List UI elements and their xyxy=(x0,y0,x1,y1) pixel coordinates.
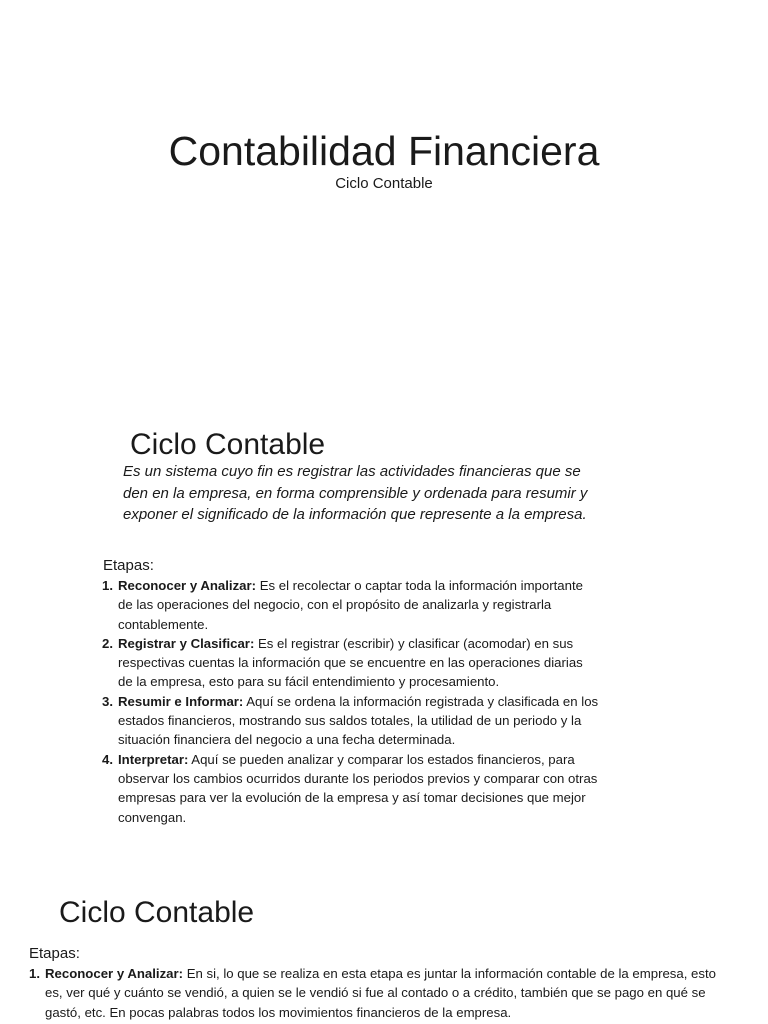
step-term: Interpretar: xyxy=(118,751,189,767)
step-item xyxy=(100,692,600,750)
step-number: 1. xyxy=(102,578,113,593)
step-text: En si, lo que se realiza en esta etapa es juntar la información contable de la empresa, esto es, ver qué y cuánto se vendió, a quien se le vendió si fue al contado o a crédito, también que se pago en qué se gastó, etc. En pocas palabras todos los movimientos financieros de la empresa. xyxy=(45,966,716,1020)
slide-heading: Ciclo Contable xyxy=(130,428,326,461)
step-text: Es el registrar (escribir) y clasificar (acomodar) en sus respectivas cuentas la información que se encuentre en las operaciones diarias de la empresa, esto para su fácil entendimiento y procesamiento. xyxy=(118,635,583,690)
etapas-label: Etapas: xyxy=(29,945,80,962)
step-term: Reconocer y Analizar: xyxy=(118,578,257,593)
steps-list xyxy=(100,576,600,827)
step-number: 1. xyxy=(29,966,40,981)
step-number: 2. xyxy=(102,635,113,651)
step-text: Es el recolectar o captar toda la información importante de las operaciones del negocio, con el propósito de analizarla y registrarla contablemente. xyxy=(118,578,583,632)
slide-heading: Ciclo Contable xyxy=(59,896,255,929)
step-text: Aquí se ordena la información registrada y clasificada en los estados financieros, mostrando sus saldos totales, la utilidad de un periodo y la situación financiera del negocio a una fecha determinada. xyxy=(118,693,599,748)
step-term: Reconocer y Analizar: xyxy=(45,966,184,981)
step-number: 3. xyxy=(102,693,113,709)
step-term: Resumir e Informar: xyxy=(118,693,244,709)
presentation-subtitle: Ciclo Contable xyxy=(335,175,433,192)
step-item xyxy=(100,750,600,827)
intro-paragraph: Es un sistema cuyo fin es registrar las actividades financieras que se den en la empresa, en forma comprensible y ordenada para resumir y exponer el significado de la información que represente a la empresa. xyxy=(123,463,588,523)
step-item xyxy=(100,634,600,692)
etapas-label: Etapas: xyxy=(103,557,154,574)
step-item xyxy=(27,964,717,1022)
steps-list xyxy=(27,964,717,1022)
presentation-title: Contabilidad Financiera xyxy=(168,128,600,174)
step-number: 4. xyxy=(102,751,113,767)
title-slide xyxy=(0,0,768,390)
step-item xyxy=(100,576,600,634)
step-text: Aquí se pueden analizar y comparar los estados financieros, para observar los cambios ocurridos durante los periodos previos y comparar con otras empresas para ver la evolución de la empresa y así tomar decisiones que mejor convengan. xyxy=(118,751,598,825)
step-term: Registrar y Clasificar: xyxy=(118,635,255,651)
